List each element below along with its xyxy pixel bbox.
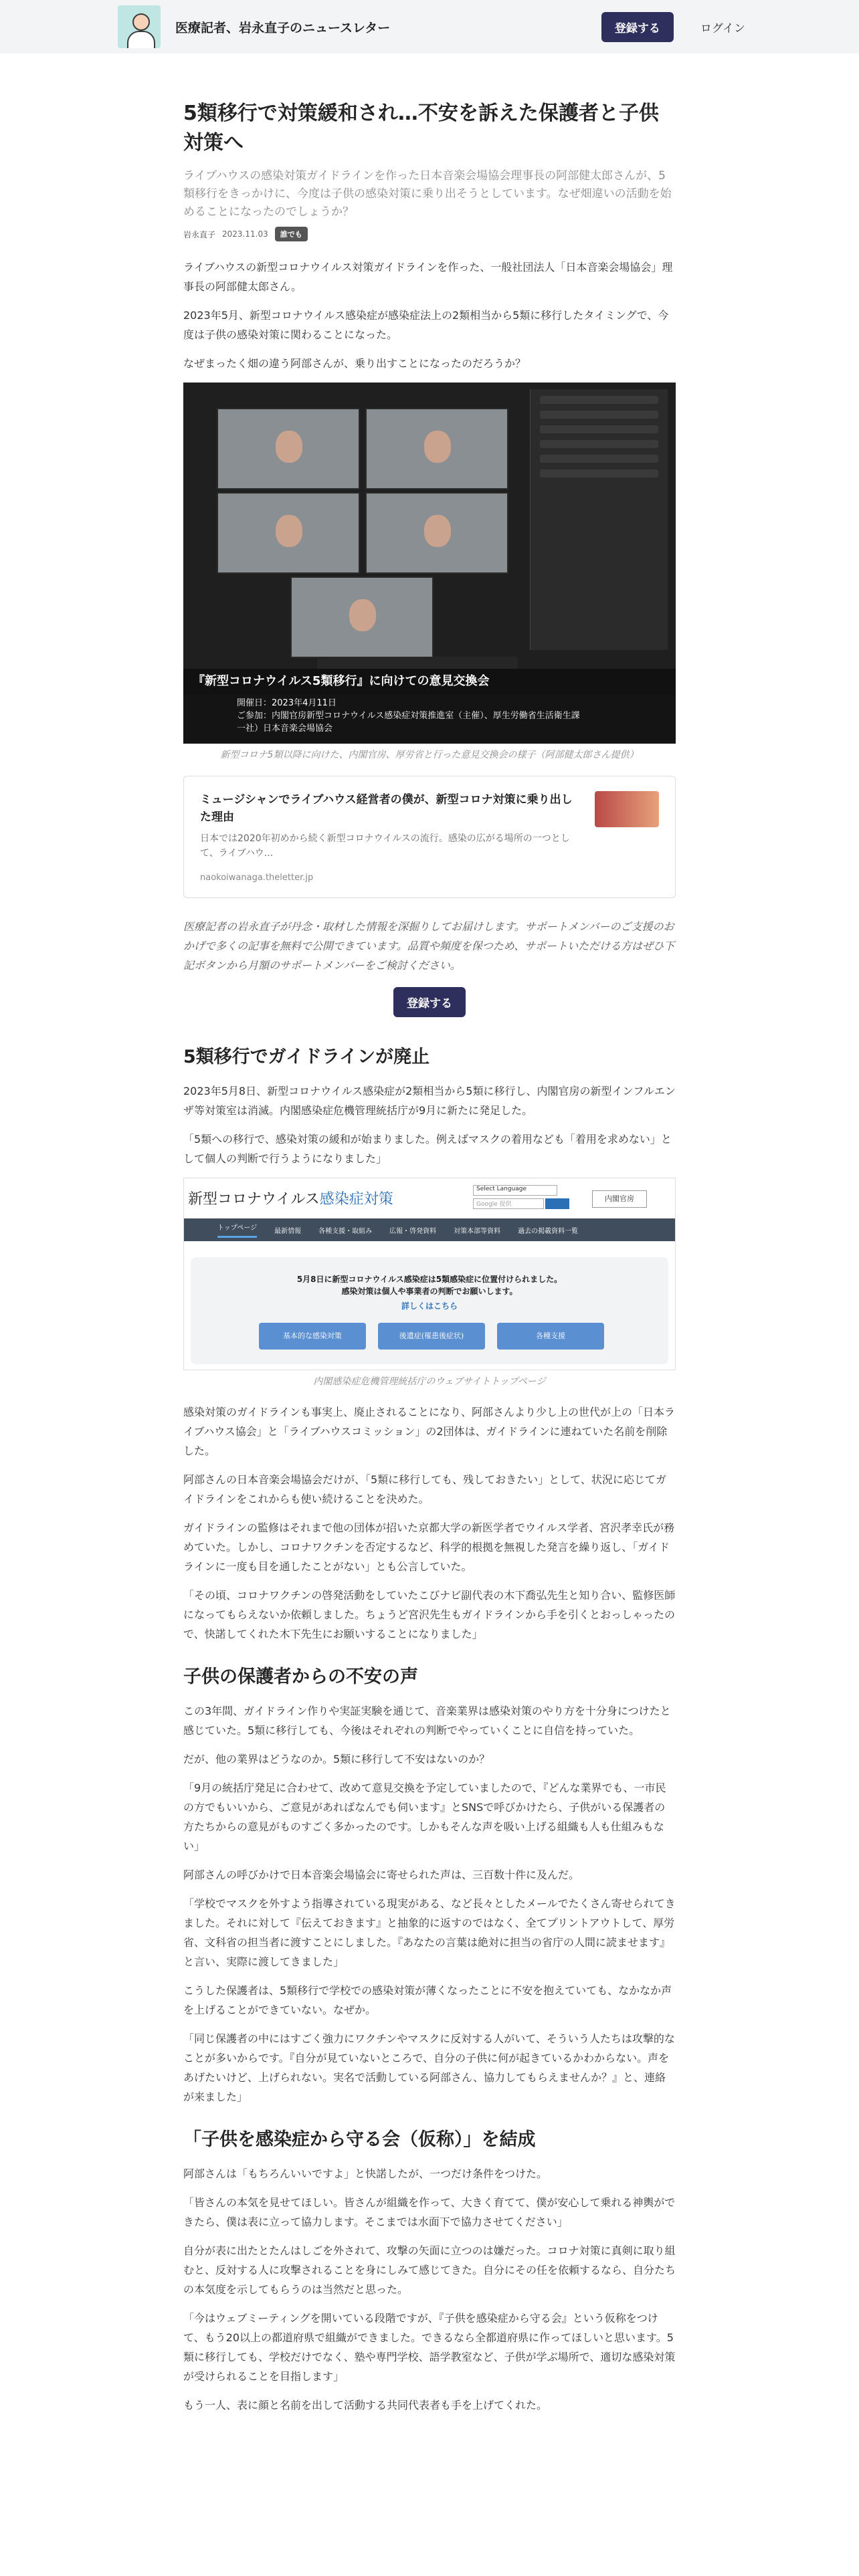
intro-paragraph: 2023年5月、新型コロナウイルス感染症が感染症法上の2類相当から5類に移行したタイミングで、今度は子供の感染対策に関わることになった。	[183, 309, 669, 341]
website-nav-item: 各種支援・取組み	[318, 1227, 373, 1235]
meeting-toolbar	[317, 657, 518, 670]
participants-panel	[530, 389, 668, 650]
meeting-organizers-2: 一社）日本音楽会場協会	[237, 724, 333, 734]
header-subscribe-button[interactable]: 登録する	[601, 12, 674, 42]
article-meta	[183, 227, 676, 241]
body-paragraph: 「今はウェブミーティングを開いている段階ですが、『子供を感染症から守る会』という仮称をつけて、もう20以上の都道府県で組織ができました。できるなら全都道府県に作ってほしいと思います。5類に移行しても、学校だけでなく、塾や専門学校、語学教室など、子供が学ぶ場所で、適切な感染対策が受けられることを目指します」	[183, 2312, 676, 2383]
participant-tile	[217, 408, 360, 490]
subscribe-button[interactable]: 登録する	[393, 987, 466, 1017]
body-paragraph: 「学校でマスクを外すよう指導されている現実がある、など長々としたメールでたくさん寄せられてきました。それに対して『伝えておきます』と抽象的に返すのではなく、全てプリントアウトして、厚労省、文科省の担当者に渡すことにしました。『あなたの言葉は絶対に担当の省庁の人間に読ませます』と言い、実際に渡してきました」	[183, 1897, 676, 1968]
website-nav-item: 広報・啓発資料	[389, 1227, 437, 1235]
section-heading: 5類移行でガイドラインが廃止	[183, 1047, 430, 1067]
image-caption: 内閣感染症危機管理統括庁のウェブサイトトップページ	[313, 1376, 546, 1387]
publish-date: 2023.11.03	[222, 229, 268, 239]
search-icon	[545, 1198, 569, 1209]
body-paragraph: 阿部さんの日本音楽会場協会だけが、「5類に移行しても、残しておきたい」として、状況に応じてガイドラインをこれからも使い続けることを決めた。	[183, 1473, 666, 1505]
website-main	[191, 1257, 668, 1364]
meeting-banner: 『新型コロナウイルス5類移行』に向けての意見交換会	[183, 669, 676, 694]
article-lead: ライブハウスの感染対策ガイドラインを作った日本音楽会場協会理事長の阿部健太郎さんが、5類移行をきっかけに、今度は子供の感染対策に乗り出そうとしています。なぜ畑違いの活動を始めることになったのでしょうか？	[183, 169, 672, 219]
cabinet-logo: 内閣官房	[592, 1190, 647, 1208]
article	[183, 53, 676, 2415]
website-search: Google 提供	[473, 1198, 544, 1209]
website-headline	[191, 1273, 668, 1297]
link-card-domain: naokoiwanaga.theletter.jp	[200, 873, 314, 883]
website-nav-item: 最新情報	[274, 1227, 302, 1235]
link-card-description: 日本では2020年初めから続く新型コロナウイルスの流行。感染の広がる場所の一つとして、ライブハウ...	[200, 833, 570, 859]
intro-paragraph: なぜまったく畑の違う阿部さんが、乗り出すことになったのだろうか？	[183, 357, 527, 370]
website-title-suffix: 感染症対策	[319, 1191, 393, 1208]
video-grid	[210, 401, 531, 655]
website-headline-line: 感染対策は個人や事業者の判断でお願いします。	[341, 1287, 518, 1296]
body-paragraph: 「皆さんの本気を見せてほしい。皆さんが組織を作って、大きく育てて、僕が安心して乗れる神輿ができたら、僕は表に立って協力します。そこまでは水面下で協力させてください」	[183, 2196, 676, 2228]
newsletter-logo[interactable]	[118, 5, 161, 48]
website-button: 各種支援	[497, 1323, 604, 1350]
body-paragraph: こうした保護者は、5類移行で学校での感染対策が薄くなったことに不安を抱えていても、なかなか声を上げることができていない。なぜか。	[183, 1984, 672, 2016]
brand[interactable]	[118, 5, 390, 48]
website-button: 後遺症(罹患後症状)	[378, 1323, 485, 1350]
website-nav-item: トップページ	[217, 1222, 257, 1238]
login-link[interactable]: ログイン	[700, 21, 745, 35]
section-heading: 子供の保護者からの不安の声	[183, 1667, 418, 1687]
body-paragraph: 阿部さんは「もちろんいいですよ」と快諾したが、一つだけ条件をつけた。	[183, 2167, 548, 2180]
meeting-organizers: ご参加：内閣官房新型コロナウイルス感染症対策推進室（主催）、厚生労働省生活衛生課	[237, 711, 580, 721]
language-select: Select Language	[473, 1185, 557, 1196]
author-name[interactable]: 岩永直子	[183, 229, 216, 239]
top-bar	[0, 0, 859, 53]
website-title	[188, 1188, 393, 1208]
body-paragraph: 感染対策のガイドラインも事実上、廃止されることになり、阿部さんより少し上の世代が上の「日本ライブハウス協会」と「ライブハウスコミッション」の2団体は、ガイドラインに連ねていた名前を削除した。	[183, 1406, 676, 1457]
body-paragraph: 阿部さんの呼びかけで日本音楽会場協会に寄せられた声は、三百数十件に及んだ。	[183, 1868, 580, 1881]
website-title-prefix: 新型コロナウイルス	[188, 1191, 320, 1208]
header-actions	[601, 12, 745, 42]
meeting-info	[183, 694, 676, 744]
link-card-text	[200, 791, 579, 883]
body-paragraph: 「5類への移行で、感染対策の緩和が始まりました。例えばマスクの着用なども「着用を求めない」として個人の判断で行うようになりました」	[183, 1133, 672, 1165]
website-headline-line: 5月8日に新型コロナウイルス感染症は5類感染症に位置付けられました。	[296, 1275, 563, 1284]
website-nav	[184, 1218, 675, 1241]
support-notice: 医療記者の岩永直子が丹念・取材した情報を深掘りしてお届けします。サポートメンバーのご支援のおかげで多くの記事を無料で公開できています。品質や頻度を保つため、サポートいただける方はぜひ下記ボタンから月額のサポートメンバーをご検討ください。	[183, 920, 675, 972]
body-paragraph: 自分が表に出たとたんはしごを外されて、攻撃の矢面に立つのは嫌だった。コロナ対策に真剣に取り組むと、反対する人に攻撃されることを身にしみて感じてきた。自分にその任を依頼するなら、自分たちの本気度を示してもらうのは当然だと思った。	[183, 2244, 676, 2296]
link-card-thumbnail[interactable]	[595, 791, 659, 827]
website-detail-link: 詳しくはこちら	[401, 1301, 458, 1311]
subscribe-cta	[183, 987, 676, 1017]
website-nav-item: 過去の掲載資料一覧	[518, 1227, 579, 1235]
article-title: 5類移行で対策緩和され…不安を訴えた保護者と子供対策へ	[183, 102, 659, 154]
image-caption: 新型コロナ5類以降に向けた、内閣官房、厚労省と行った意見交換会の様子（阿部健太郎さん提供）	[220, 750, 639, 760]
body-paragraph: 「その頃、コロナワクチンの啓発活動をしていたこびナビ副代表の木下喬弘先生と知り合い、監修医師になってもらえないか依頼しました。ちょうど宮沢先生もガイドラインから手を引くとおっしゃったので、快諾してくれた木下先生にお願いすることになりました」	[183, 1589, 676, 1640]
meeting-screenshot-image	[183, 383, 676, 744]
website-button: 基本的な感染対策	[259, 1323, 366, 1350]
participant-tile	[365, 408, 508, 490]
body-paragraph: この3年間、ガイドライン作りや実証実験を通じて、音楽業界は感染対策のやり方を十分身につけたと感じていた。5類に移行しても、今後はそれぞれの判断でやっていくことに自信を持っていた。	[183, 1705, 671, 1737]
body-paragraph: だが、他の業界はどうなのか。5類に移行して不安はないのか？	[183, 1753, 490, 1765]
website-nav-item: 対策本部等資料	[454, 1227, 501, 1235]
intro-paragraph: ライブハウスの新型コロナウイルス対策ガイドラインを作った、一般社団法人「日本音楽会場協会」理事長の阿部健太郎さん。	[183, 261, 673, 293]
body-paragraph: ガイドラインの監修はそれまで他の団体が招いた京都大学の新医学者でウイルス学者、宮沢孝幸氏が務めていた。しかし、コロナワクチンを否定するなど、科学的根拠を無視した発言を繰り返し、「ガイドラインに一度も目を通したことがない」とも公言していた。	[183, 1521, 675, 1573]
meeting-date: 開催日：2023年4月11日	[237, 698, 337, 708]
link-card-title[interactable]: ミュージシャンでライブハウス経営者の僕が、新型コロナ対策に乗り出した理由	[200, 793, 573, 824]
access-badge: 誰でも	[275, 227, 308, 241]
site-title[interactable]: 医療記者、岩永直子のニュースレター	[175, 20, 391, 35]
participant-tile	[217, 492, 360, 574]
section-heading: 「子供を感染症から守る会（仮称）」を結成	[183, 2129, 536, 2150]
body-paragraph: 2023年5月8日、新型コロナウイルス感染症が2類相当から5類に移行し、内閣官房の新型インフルエンザ等対策室は消滅。内閣感染症危機管理統括庁が9月に新たに発足した。	[183, 1085, 676, 1117]
body-paragraph: もう一人、表に顔と名前を出して活動する共同代表者も手を上げてくれた。	[183, 2399, 548, 2411]
body-paragraph: 「9月の統括庁発足に合わせて、改めて意見交換を予定していましたので、『どんな業界でも、一市民の方でもいいから、ご意見があればなんでも伺います』とSNSで呼びかけたら、子供がいる保護者の方たちからの意見がものすごく多かったのです。しかもそんな声を吸い上げる組織も人も仕組みもない」	[183, 1782, 666, 1852]
participant-tile	[290, 576, 434, 658]
body-paragraph: 「同じ保護者の中にはすごく強力にワクチンやマスクに反対する人がいて、そういう人たちは攻撃的なことが多いからです。『自分が見ていないところで、自分の子供に何が起きているかわからない。声をあげたいけど、上げられない。実名で活動している阿部さん、協力してもらえませんか？』と、連絡が来ました」	[183, 2032, 675, 2103]
participant-tile	[365, 492, 508, 574]
related-article-card[interactable]	[183, 776, 676, 898]
guideline-website-image	[183, 1178, 676, 1370]
